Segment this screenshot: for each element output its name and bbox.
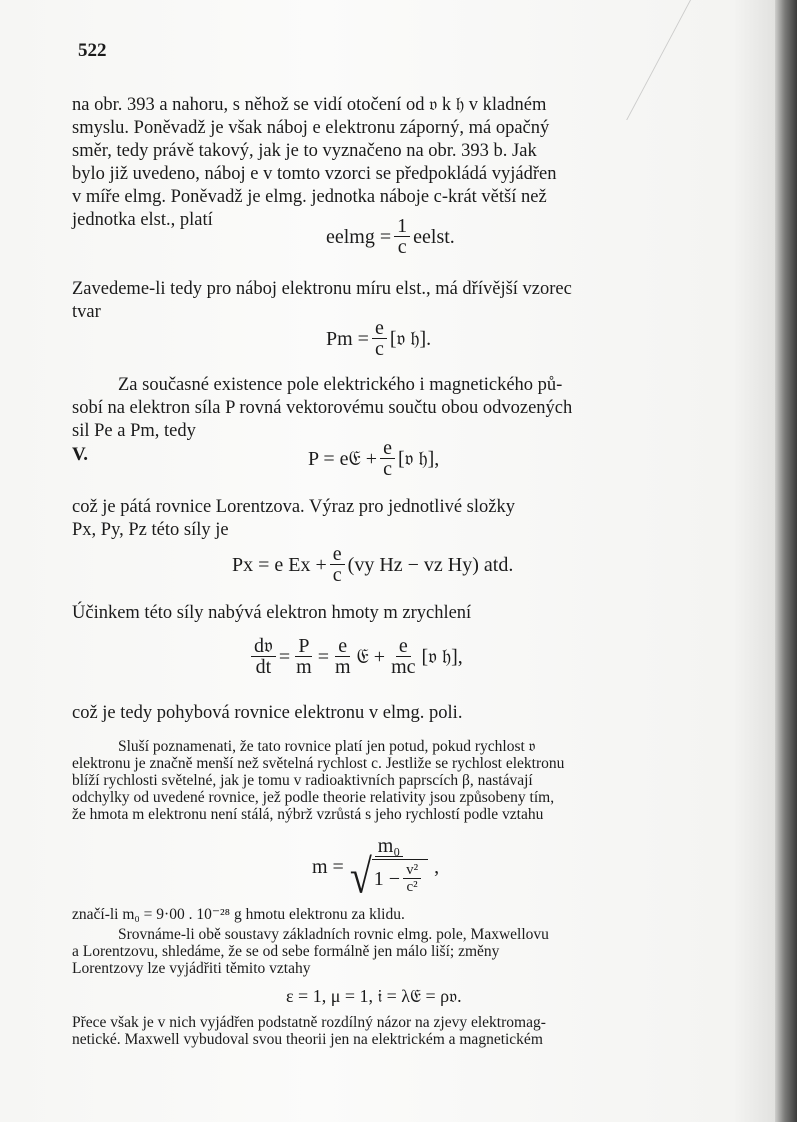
radicand-one: 1 − bbox=[373, 867, 401, 890]
text-line: v míře elmg. Poněvadž je elmg. jednotka náboje c-krát větší než bbox=[72, 187, 547, 207]
paragraph-3 bbox=[72, 374, 700, 443]
text-line: elektronu je značně menší než světelná rychlost c. Jestliže se rychlost elektronu bbox=[72, 755, 565, 772]
paragraph-1 bbox=[72, 94, 700, 232]
radical-sign: √ bbox=[349, 849, 372, 904]
square-root bbox=[349, 849, 428, 904]
text-line: odchylky od uvedené rovnice, jež podle theorie relativity jsou způsobeny tím, bbox=[72, 789, 555, 806]
denominator: c bbox=[397, 236, 407, 258]
numerator: e bbox=[396, 636, 411, 657]
eq-lhs: Pm = bbox=[326, 327, 369, 350]
denominator: c bbox=[332, 564, 342, 586]
fraction bbox=[251, 636, 276, 677]
note-paragraph-3 bbox=[72, 926, 696, 977]
numerator: d𝔳 bbox=[251, 636, 276, 657]
numerator: e bbox=[380, 438, 395, 459]
text-line: Lorentzovy lze vyjádřiti těmito vztahy bbox=[72, 960, 311, 977]
fraction bbox=[394, 216, 410, 257]
text-line: Srovnáme-li obě soustavy základních rovnic elmg. pole, Maxwellovu bbox=[118, 926, 549, 943]
text-line: sil Pe a Pm, tedy bbox=[72, 421, 196, 441]
equation-relations: ε = 1, μ = 1, 𝔦 = λ𝔈 = ρ𝔳. bbox=[286, 986, 462, 1006]
numerator: m₀ bbox=[375, 836, 404, 857]
eq-lhs: Px = e Ex + bbox=[232, 553, 327, 576]
equation-charge-units bbox=[326, 216, 455, 257]
fraction bbox=[330, 544, 345, 585]
fraction bbox=[293, 636, 315, 677]
text-line: Px, Py, Pz této síly je bbox=[72, 520, 229, 540]
text-line: Účinkem této síly nabývá elektron hmoty m zrychlení bbox=[72, 603, 472, 623]
text-line: netické. Maxwell vybudoval svou theorii jen na elektrickém a magnetickém bbox=[72, 1031, 543, 1048]
eq-rhs: [𝔳 𝔥], bbox=[421, 645, 463, 668]
text-line: směr, tedy právě takový, jak je to vyznačeno na obr. 393 b. Jak bbox=[72, 141, 537, 161]
denominator: c bbox=[383, 458, 392, 480]
equals-sign: = bbox=[317, 645, 329, 668]
fraction bbox=[388, 636, 418, 677]
denominator: mc bbox=[391, 656, 416, 678]
eq-lhs: P = e𝔈 + bbox=[308, 447, 378, 470]
eq-rhs: [𝔳 𝔥], bbox=[397, 447, 440, 470]
fraction bbox=[347, 835, 431, 904]
fraction bbox=[372, 318, 387, 359]
numerator: 1 bbox=[394, 216, 410, 237]
eq-lhs: m = bbox=[312, 855, 344, 878]
equals-sign: = bbox=[278, 645, 291, 668]
text-line: značí-li m₀ = 9·00 . 10⁻²⁸ g hmotu elektronu za klidu. bbox=[72, 906, 405, 923]
denominator bbox=[347, 849, 431, 904]
denominator: dt bbox=[255, 656, 272, 678]
eq-rhs: , bbox=[434, 855, 440, 878]
text-line: že hmota m elektronu není stálá, nýbrž vzrůstá s jeho rychlostí podle vztahu bbox=[72, 806, 544, 823]
numerator: v² bbox=[403, 862, 421, 879]
text-line: Za současné existence pole elektrického i magnetického pů- bbox=[118, 375, 563, 395]
equation-relativistic-mass bbox=[312, 835, 440, 904]
text-line: Sluší poznamenati, že tato rovnice platí jen potud, pokud rychlost 𝔳 bbox=[118, 738, 536, 755]
text-line: Zavedeme-li tedy pro náboj elektronu míru elst., má dřívější vzorec bbox=[72, 279, 572, 299]
denominator: c bbox=[374, 338, 384, 360]
equation-acceleration bbox=[248, 636, 463, 677]
fraction bbox=[403, 862, 421, 895]
paragraph-6 bbox=[72, 702, 700, 725]
text-line: sobí na elektron síla P rovná vektorovému součtu obou odvozených bbox=[72, 398, 573, 418]
text-line: což je pátá rovnice Lorentzova. Výraz pro jednotlivé složky bbox=[72, 497, 515, 517]
page-binding-edge bbox=[775, 0, 797, 1122]
note-paragraph-1 bbox=[72, 738, 696, 823]
text-line: tvar bbox=[72, 302, 101, 322]
eq-rhs: [𝔳 𝔥]. bbox=[389, 327, 432, 350]
text-line: jednotka elst., platí bbox=[72, 210, 213, 230]
numerator: P bbox=[295, 636, 312, 657]
equation-label: V. bbox=[72, 444, 89, 465]
equation-force-components bbox=[232, 544, 513, 585]
denominator: m bbox=[296, 656, 312, 678]
numerator: e bbox=[335, 636, 350, 657]
note-paragraph-4 bbox=[72, 1014, 696, 1048]
equation-magnetic-force bbox=[326, 318, 431, 359]
fraction bbox=[332, 636, 354, 677]
paragraph-5 bbox=[72, 602, 700, 625]
eq-rhs: (vy Hz − vz Hy) atd. bbox=[347, 553, 514, 576]
eq-lhs: eelmg = bbox=[326, 225, 392, 248]
denominator: c² bbox=[406, 879, 418, 895]
text-line: na obr. 393 a nahoru, s něhož se vidí otočení od 𝔳 k 𝔥 v kladném bbox=[72, 95, 547, 115]
radicand bbox=[372, 859, 428, 895]
denominator: m bbox=[334, 656, 351, 678]
text-line: a Lorentzovu, shledáme, že se od sebe formálně jen málo liší; změny bbox=[72, 943, 500, 960]
text-line: bylo již uvedeno, náboj e v tomto vzorci se předpokládá vyjádřen bbox=[72, 164, 557, 184]
page-number: 522 bbox=[78, 40, 107, 61]
numerator: e bbox=[330, 544, 345, 565]
equation-lorentz-force bbox=[308, 438, 439, 479]
note-paragraph-2 bbox=[72, 906, 696, 923]
paragraph-4 bbox=[72, 496, 700, 542]
eq-mid: 𝔈 + bbox=[356, 645, 386, 668]
numerator: e bbox=[372, 318, 387, 339]
text-line: což je tedy pohybová rovnice elektronu v elmg. poli. bbox=[72, 703, 463, 723]
text-line: blíží rychlosti světelné, jak je tomu v radioaktivních paprscích β, nastávají bbox=[72, 772, 533, 789]
text-line: Přece však je v nich vyjádřen podstatně rozdílný názor na zjevy elektromag- bbox=[72, 1014, 546, 1031]
eq-rhs: eelst. bbox=[413, 225, 455, 248]
text-line: smyslu. Poněvadž je však náboj e elektronu záporný, má opačný bbox=[72, 118, 550, 138]
fraction bbox=[380, 438, 395, 479]
